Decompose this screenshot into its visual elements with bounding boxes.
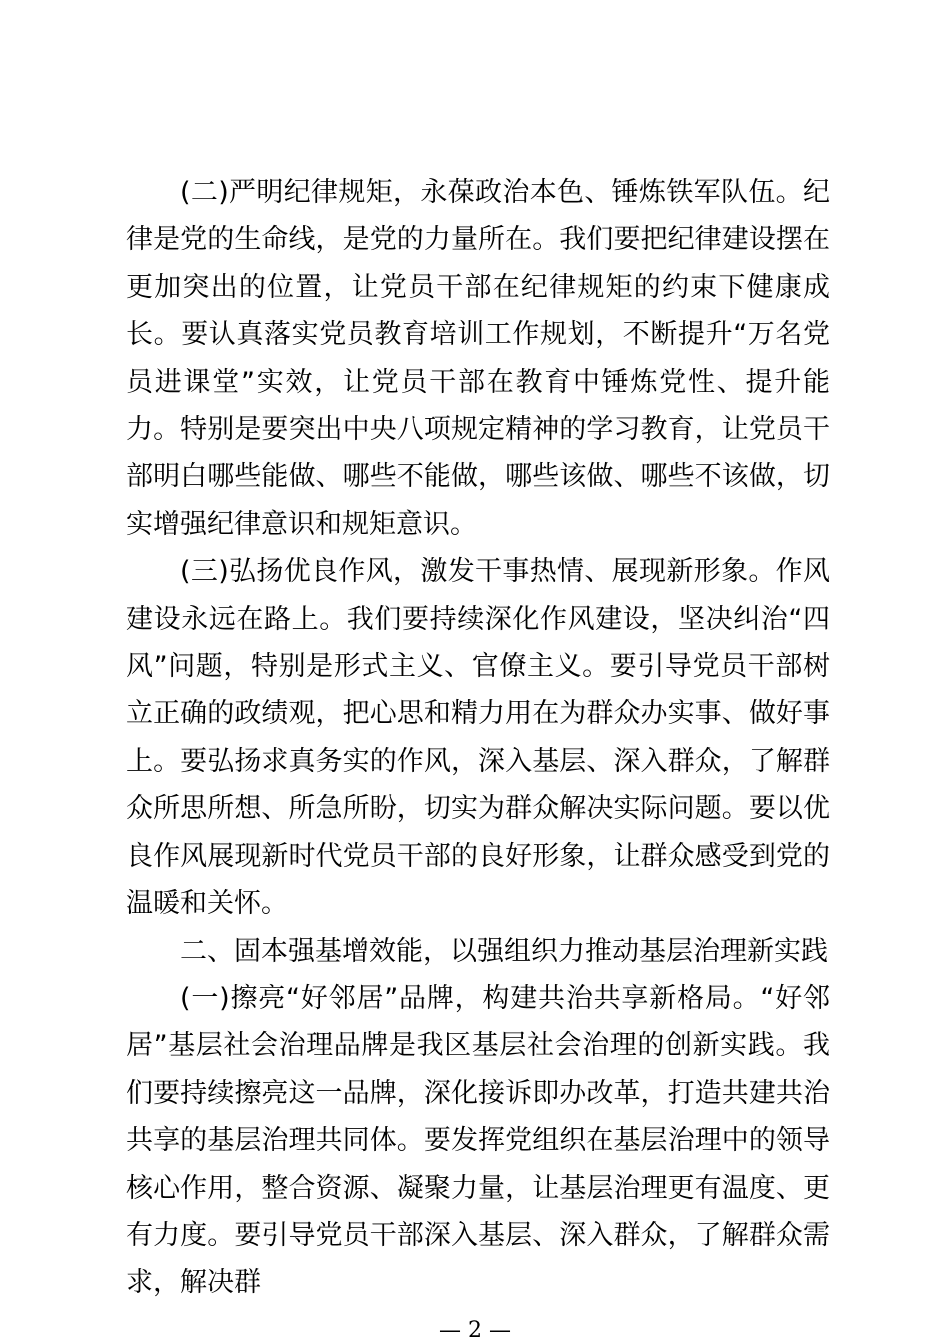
page-number: — 2 —	[439, 1318, 511, 1343]
paragraph-good-neighbor-brand: (一)擦亮“好邻居”品牌，构建共治共享新格局。“好邻居”基层社会治理品牌是我区基层社会治理的创新实践。我们要持续擦亮这一品牌，深化接诉即办改革，打造共建共治共享的基层治理共同体。要发挥党组织在基层治理中的领导核心作用，整合资源、凝聚力量，让基层治理更有温度、更有力度。要引导党员干部深入基层、深入群众，了解群众需求，解决群	[126, 982, 830, 1299]
paragraph-work-style: (三)弘扬优良作风，激发干事热情、展现新形象。作风建设永远在路上。我们要持续深化作风建设，坚决纠治“四风”问题，特别是形式主义、官僚主义。要引导党员干部树立正确的政绩观，把心思和精力用在为群众办实事、做好事上。要弘扬求真务实的作风，深入基层、深入群众，了解群众所思所想、所急所盼，切实为群众解决实际问题。要以优良作风展现新时代党员干部的良好形象，让群众感受到党的温暖和关怀。	[126, 556, 830, 920]
section-heading-grassroots-governance: 二、固本强基增效能，以强组织力推动基层治理新实践	[180, 935, 828, 967]
document-body	[126, 169, 830, 1307]
paragraph-discipline: (二)严明纪律规矩，永葆政治本色、锤炼铁军队伍。纪律是党的生命线，是党的力量所在。我们要把纪律建设摆在更加突出的位置，让党员干部在纪律规矩的约束下健康成长。要认真落实党员教育培训工作规划，不断提升“万名党员进课堂”实效，让党员干部在教育中锤炼党性、提升能力。特别是要突出中央八项规定精神的学习教育，让党员干部明白哪些能做、哪些不能做，哪些该做、哪些不该做，切实增强纪律意识和规矩意识。	[126, 177, 830, 540]
